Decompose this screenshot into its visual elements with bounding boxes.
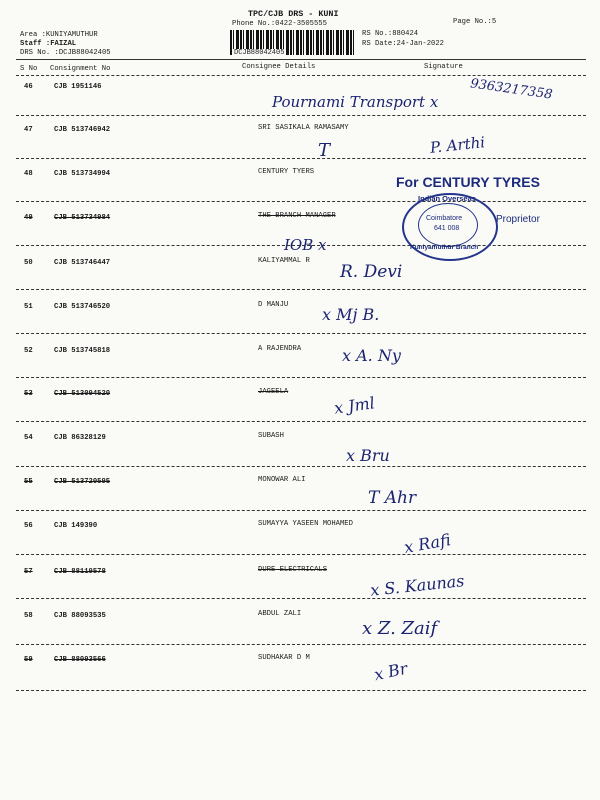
signature-handwriting: x S. Kaunas <box>369 571 466 600</box>
staff-label: Staff :FAIZAL <box>20 40 77 48</box>
signature-handwriting: x Mj B. <box>322 305 380 324</box>
signature-handwriting: x Jml <box>332 393 376 418</box>
col-header-consignee: Consignee Details <box>242 63 316 71</box>
col-header-signature: Signature <box>424 63 463 71</box>
signature-handwriting: x Br <box>372 658 410 685</box>
company-stamp: For CENTURY TYRES <box>396 174 540 190</box>
drs-title: TPC/CJB DRS - KUNI <box>248 9 339 19</box>
row-consignment: CJB 149390 <box>54 522 98 530</box>
col-header-consignment: Consignment No <box>50 65 111 73</box>
bank-seal-text: Coimbatore <box>426 215 463 222</box>
row-sno: 59 <box>24 656 33 664</box>
row-sno: 56 <box>24 522 33 530</box>
row-consignment: CJB 513746520 <box>54 303 111 311</box>
signature-handwriting: x Bru <box>346 446 390 465</box>
row-consignment: CJB 513746447 <box>54 259 111 267</box>
rs-date: RS Date:24-Jan-2022 <box>362 40 444 48</box>
row-consignee: SUMAYYA YASEEN MOHAMED <box>258 520 353 528</box>
row-consignment: CJB 513734994 <box>54 170 111 178</box>
row-divider <box>16 644 586 645</box>
barcode-number: DCJB88042405 <box>234 49 285 57</box>
row-consignee: KALIYAMMAL R <box>258 257 310 265</box>
row-sno: 51 <box>24 303 33 311</box>
area-label: Area :KUNIYAMUTHUR <box>20 31 98 39</box>
row-sno: 52 <box>24 347 33 355</box>
bank-seal-text: Indian Overseas <box>418 194 476 203</box>
row-consignee: SUDHAKAR D M <box>258 654 310 662</box>
row-divider <box>16 115 586 116</box>
row-sno: 48 <box>24 170 33 178</box>
row-sno: 53 <box>24 390 33 398</box>
row-consignee: JAGEELA <box>258 388 289 396</box>
bank-seal-text: Kuniyamuthur Branch <box>410 244 479 251</box>
row-consignment: CJB 1951146 <box>54 83 102 91</box>
row-consignee: DURE ELECTRICALS <box>258 566 328 574</box>
row-consignment: CJB 513094520 <box>54 390 111 398</box>
row-sno: 50 <box>24 259 33 267</box>
row-divider <box>16 690 586 691</box>
header-rule <box>16 59 586 60</box>
row-consignment: CJB 513745818 <box>54 347 111 355</box>
row-consignee: CENTURY TYERS <box>258 168 315 176</box>
row-consignment: CJB 88093566 <box>54 656 106 664</box>
signature-handwriting: IOB x <box>284 236 327 254</box>
rs-number: RS No.:880424 <box>362 30 419 38</box>
row-divider <box>16 158 586 159</box>
signature-handwriting: 9363217358 <box>469 76 554 103</box>
signature-handwriting: R. Devi <box>340 262 403 282</box>
row-consignee: THE BRANCH MANAGER <box>258 212 336 220</box>
row-sno: 57 <box>24 568 33 576</box>
row-consignee: SRI SASIKALA RAMASAMY <box>258 124 349 132</box>
signature-handwriting: x Rafi <box>402 530 453 557</box>
row-consignee: D MANJU <box>258 301 289 309</box>
row-consignment: CJB 86328129 <box>54 434 106 442</box>
page-number: Page No.:5 <box>453 18 497 26</box>
row-consignment: CJB 513746942 <box>54 126 111 134</box>
signature-handwriting: T <box>318 140 331 161</box>
row-sno: 58 <box>24 612 33 620</box>
col-header-sno: S No <box>20 65 38 73</box>
row-divider <box>16 510 586 511</box>
row-consignee: ABDUL ZALI <box>258 610 302 618</box>
phone-number: Phone No.:0422-3505555 <box>232 20 327 28</box>
signature-handwriting: T Ahr <box>368 488 417 508</box>
row-consignment: CJB 88093535 <box>54 612 106 620</box>
row-consignee: SUBASH <box>258 432 284 440</box>
drs-number: DRS No. :DCJB88042405 <box>20 49 111 57</box>
row-consignee: A RAJENDRA <box>258 345 302 353</box>
header-rule-bottom <box>16 75 586 76</box>
row-divider <box>16 289 586 290</box>
row-divider <box>16 421 586 422</box>
row-consignee: MONOWAR ALI <box>258 476 306 484</box>
row-sno: 46 <box>24 83 33 91</box>
row-consignment: CJB 513720595 <box>54 478 111 486</box>
row-sno: 55 <box>24 478 33 486</box>
proprietor-stamp: Proprietor <box>496 214 540 225</box>
row-sno: 54 <box>24 434 33 442</box>
signature-handwriting: Pournami Transport x <box>272 93 439 111</box>
row-sno: 49 <box>24 214 33 222</box>
row-divider <box>16 466 586 467</box>
row-divider <box>16 554 586 555</box>
row-consignment: CJB 513734984 <box>54 214 111 222</box>
row-sno: 47 <box>24 126 33 134</box>
row-divider <box>16 598 586 599</box>
signature-handwriting: x Z. Zaif <box>362 618 438 639</box>
signature-handwriting: x A. Ny <box>342 346 401 365</box>
row-divider <box>16 201 586 202</box>
bank-seal-text: 641 008 <box>434 225 460 232</box>
row-divider <box>16 377 586 378</box>
row-divider <box>16 333 586 334</box>
row-consignment: CJB 88119578 <box>54 568 106 576</box>
signature-handwriting: P. Arthi <box>429 133 486 157</box>
